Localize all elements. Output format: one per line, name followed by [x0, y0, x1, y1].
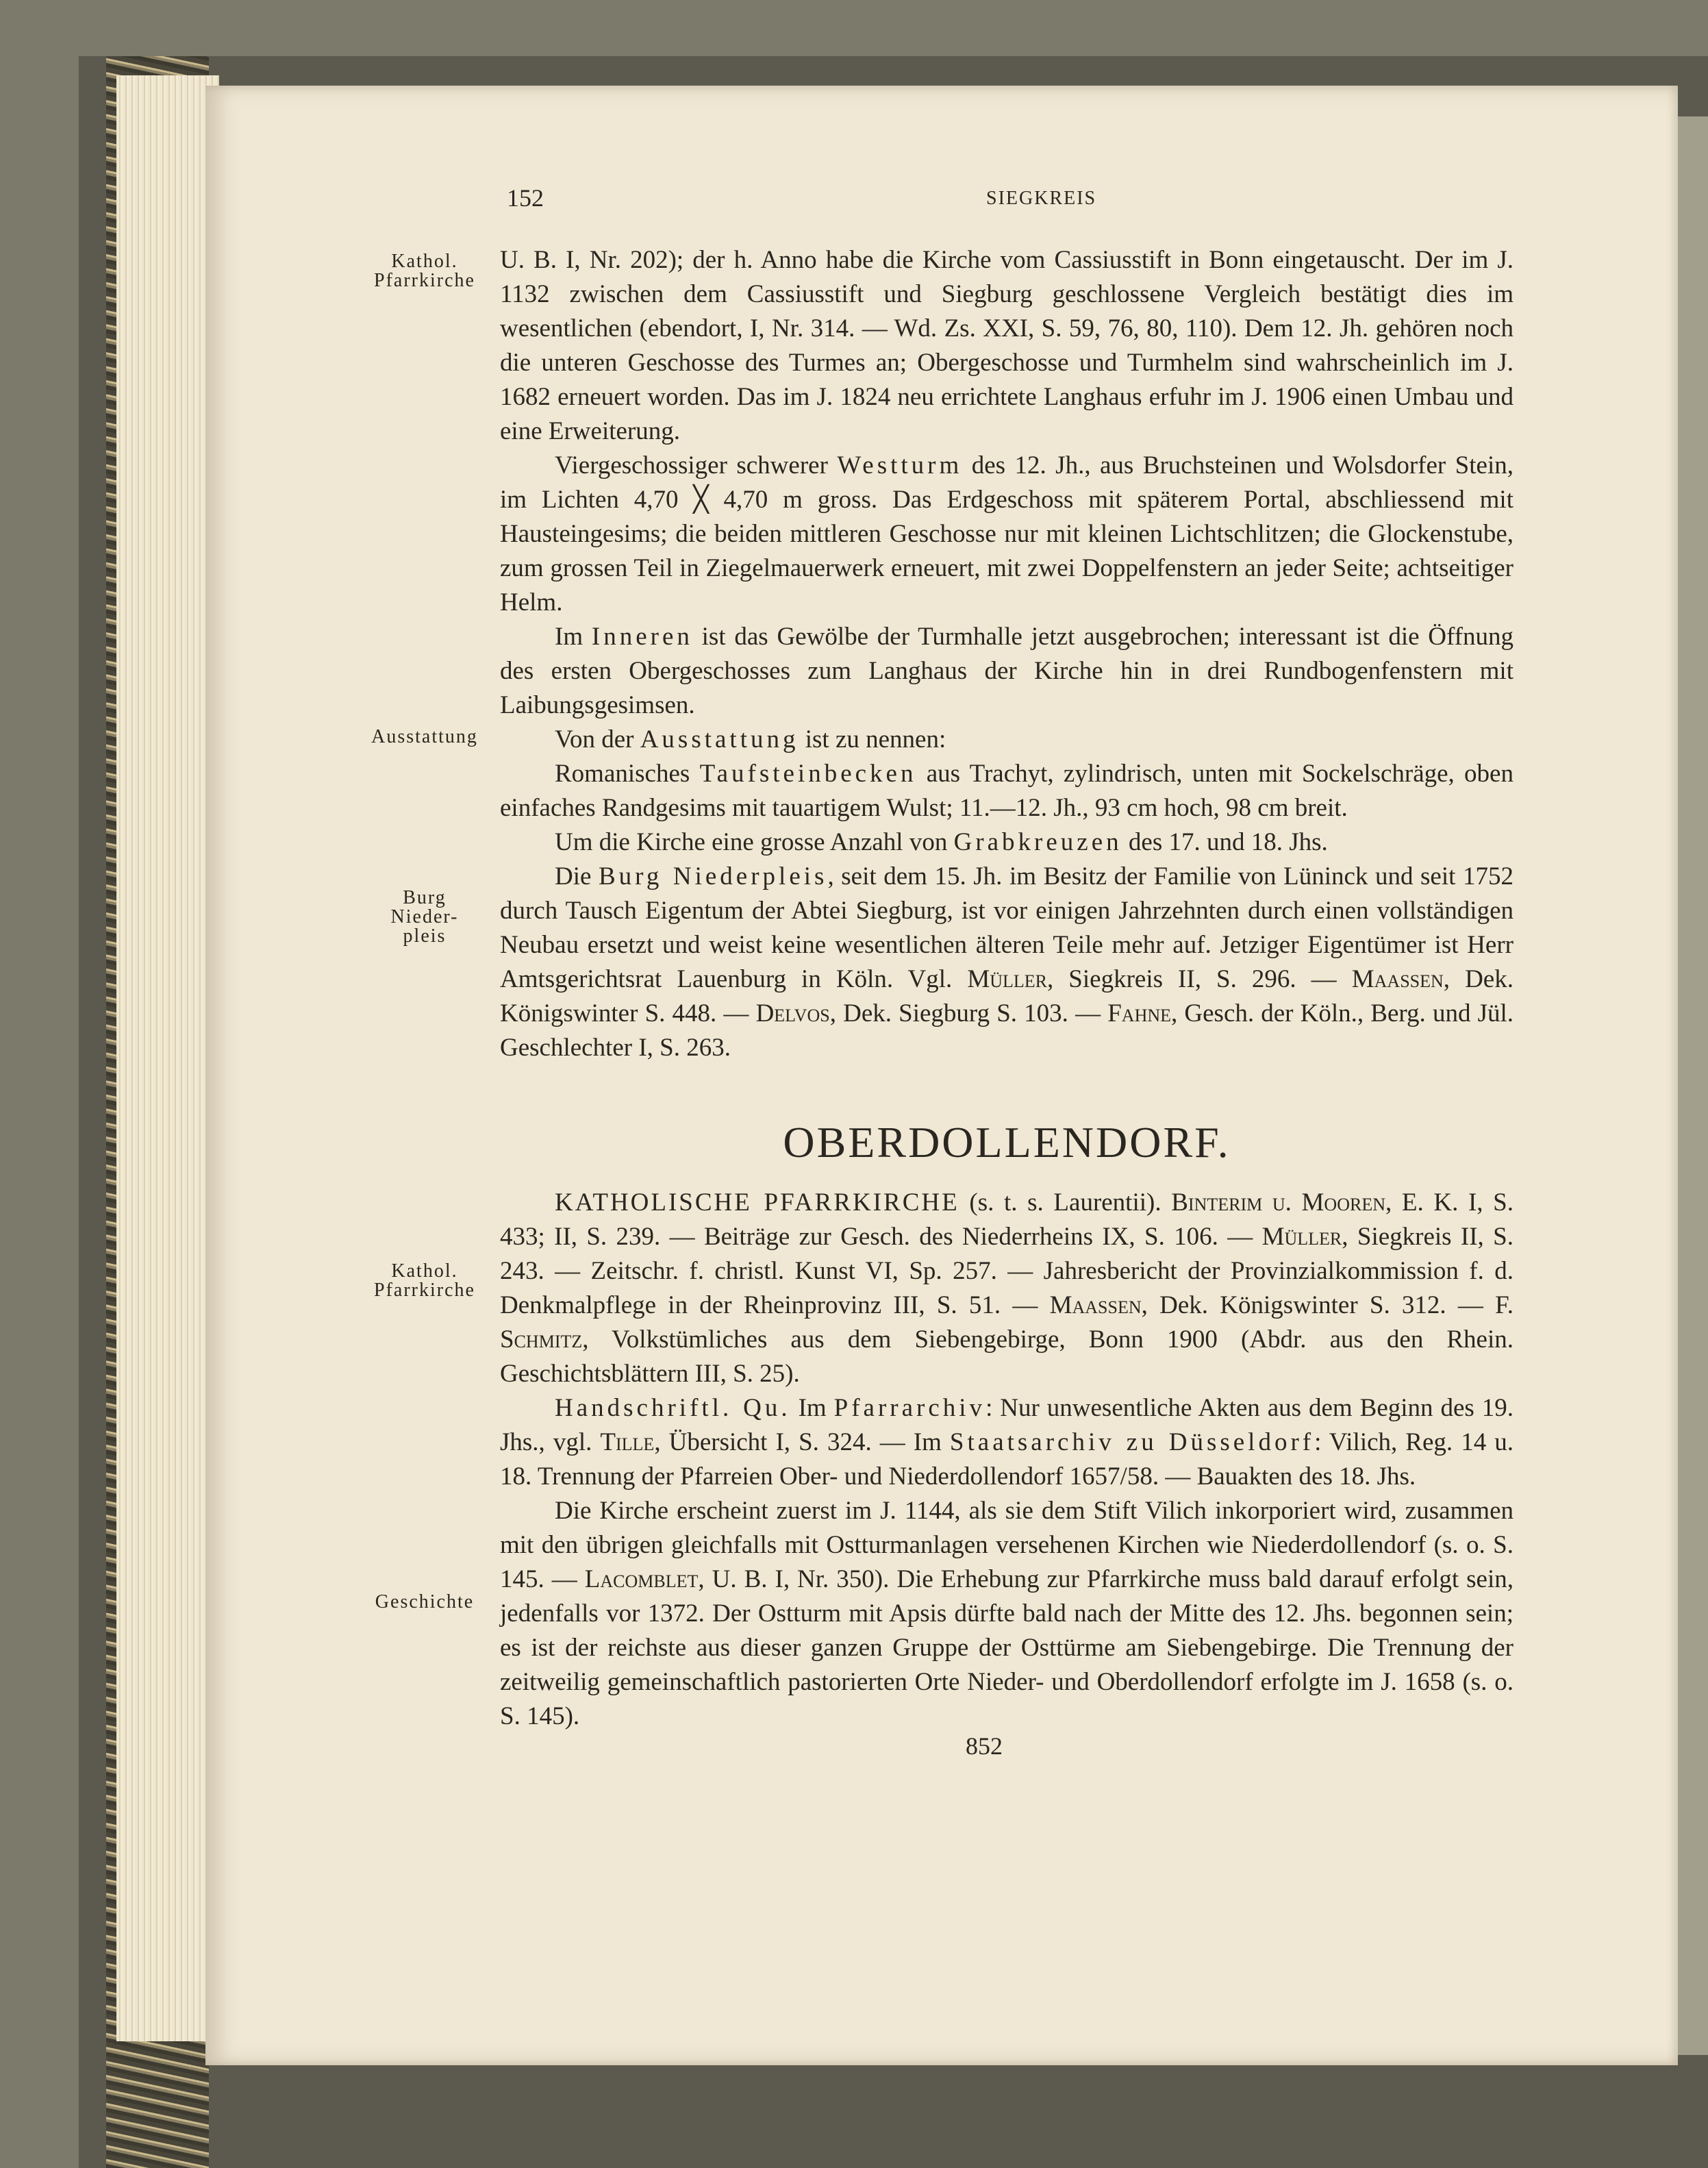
author-name: Maassen	[1049, 1291, 1142, 1319]
text-run: Viergeschossiger schwerer	[555, 451, 838, 479]
page-stack-edge	[116, 75, 219, 2041]
paragraph-burg-niederpleis	[500, 860, 1514, 1065]
paragraph-westturm	[500, 449, 1514, 620]
text-run: Um die Kirche eine grosse Anzahl von	[555, 828, 954, 856]
text-run: Von der	[555, 725, 640, 753]
page-body	[500, 243, 1514, 1734]
text-run: Die Kirche erscheint zuerst im J. 1144, als sie dem Stift Vilich inkorporiert wird, zusammen mit den übrigen gleichfalls mit Ostturmanlagen versehenen Kirchen wie Niederdollendorf (s. o. S. 145. —	[500, 1497, 1514, 1593]
margin-note-kathol-pfarrkirche-2: Kathol. Pfarrkirche	[374, 1260, 475, 1301]
term-pfarrarchiv: Pfarrarchiv	[833, 1394, 986, 1422]
term-grabkreuzen: Grabkreuzen	[953, 828, 1122, 856]
text-run: , Dek. Siegburg S. 103. —	[829, 999, 1108, 1027]
author-name: Delvos	[755, 999, 830, 1027]
right-board-edge	[1676, 116, 1708, 2055]
text-run: , Volkstümliches aus dem Siebengebirge, Bonn 1900 (Abdr. aus den Rhein. Geschichtsblättern III, S. 25).	[500, 1325, 1514, 1388]
paragraph-pfarrkirche-literature	[500, 1186, 1514, 1391]
text-run: , E. K. I, S. 433; II, S. 239. — Beiträge zur Gesch. des Niederrheins IX, S. 106. —	[500, 1188, 1514, 1251]
margin-note-ausstattung: Ausstattung	[371, 726, 478, 747]
term-ausstattung: Ausstattung	[640, 725, 799, 753]
text-run: , Siegkreis II, S. 243. — Zeitschr. f. christl. Kunst VI, Sp. 257. — Jahresbericht der Provinzialkommission f. d. Denkmalpflege in der Rheinprovinz III, S. 51. —	[500, 1223, 1514, 1319]
text-run: Die	[555, 862, 599, 890]
margin-note-kathol-pfarrkirche: Kathol. Pfarrkirche	[374, 251, 475, 291]
term-handschriftl-qu: Handschriftl. Qu.	[555, 1394, 791, 1422]
paragraph-handschriftliche-quellen	[500, 1391, 1514, 1494]
author-name: Tille	[600, 1428, 655, 1456]
paragraph-history-intro: U. B. I, Nr. 202); der h. Anno habe die Kirche vom Cassiusstift in Bonn eingetauscht. Der im J. 1132 zwischen dem Cassiusstift und Siegburg geschlossene Vergleich bestätigt dies im wesentlichen (ebendort, I, Nr. 314. — Wd. Zs. XXI, S. 59, 76, 80, 110). Dem 12. Jh. gehören noch die unteren Geschosse des Turmes an; Obergeschosse und Turmhelm sind wahrscheinlich im J. 1682 erneuert worden. Das im J. 1824 neu errichtete Langhaus erfuhr im J. 1906 einen Umbau und eine Erweiterung.	[500, 246, 1514, 445]
author-name: Müller	[967, 965, 1047, 993]
page-header	[507, 184, 1500, 218]
author-name: Maassen	[1351, 965, 1444, 993]
author-name: Müller	[1261, 1223, 1342, 1251]
paragraph-geschichte	[500, 1494, 1514, 1734]
author-name: Fahne	[1107, 999, 1172, 1027]
text-run: Romanisches	[555, 760, 700, 788]
text-run: , Übersicht I, S. 324. — Im	[654, 1428, 950, 1456]
term-taufsteinbecken: Taufsteinbecken	[699, 760, 917, 788]
paragraph-taufstein	[500, 757, 1514, 825]
text-run: des 17. und 18. Jhs.	[1122, 828, 1328, 856]
paragraph-inneren	[500, 620, 1514, 723]
page-number: 152	[507, 184, 544, 212]
section-heading: OBERDOLLENDORF.	[783, 1118, 1231, 1167]
text-run: , Dek. Königswinter S. 312. — F.	[1141, 1291, 1514, 1319]
text-run: Im	[790, 1394, 834, 1422]
text-run: aus Trachyt, zylindrisch, unten mit Sockelschräge, oben einfaches Randgesims mit tauartigem Wulst; 11.—12. Jh., 93 cm hoch, 98 cm breit.	[500, 760, 1514, 822]
author-name: Schmitz	[500, 1325, 583, 1354]
term-burg-niederpleis: Burg Niederpleis	[598, 862, 828, 890]
text-run: : Nur unwesentliche Akten aus dem Beginn des 19. Jhs., vgl.	[500, 1394, 1514, 1456]
text-run: : Vilich, Reg. 14 u. 18. Trennung der Pfarreien Ober- und Niederdollendorf 1657/58. — Bauakten des 18. Jhs.	[500, 1428, 1514, 1491]
signature-mark: 852	[966, 1732, 1003, 1760]
margin-note-burg-niederpleis: Burg Nieder-pleis	[390, 887, 459, 947]
text-run: , U. B. I, Nr. 350). Die Erhebung zur Pfarrkirche muss bald darauf erfolgt sein, jedenfalls vor 1372. Der Ostturm mit Apsis dürfte bald nach der Mitte des 12. Jhs. begonnen sein; es ist der reichste aus dieser ganzen Gruppe der Osttürme am Siebengebirge. Die Trennung der zeitweilig gemeinschaftlich pastorierten Orte Nieder- und Oberdollendorf erfolgte im J. 1658 (s. o. S. 145).	[500, 1565, 1514, 1730]
margin-note-geschichte: Geschichte	[375, 1591, 475, 1612]
paragraph-grabkreuze	[500, 825, 1514, 860]
text-run: , Siegkreis II, S. 296. —	[1046, 965, 1352, 993]
text-run: ist das Gewölbe der Turmhalle jetzt ausgebrochen; interessant ist die Öffnung des ersten Obergeschosses zum Langhaus der Kirche hin in drei Rundbogenfenstern mit Laibungsgesimsen.	[500, 623, 1514, 719]
text-run: des 12. Jh., aus Bruchsteinen und Wolsdorfer Stein, im Lichten 4,70 ╳ 4,70 m gross. Das Erdgeschoss mit späterem Portal, abschliessend mit Hausteingesims; die beiden mittleren Geschosse nur mit kleinen Lichtschlitzen; die Glockenstube, zum grossen Teil in Ziegelmauerwerk erneuert, mit zwei Doppelfenstern an jeder Seite; achtseitiger Helm.	[500, 451, 1514, 616]
text-run: (s. t. s. Laurentii).	[959, 1188, 1172, 1217]
text-run: Im	[555, 623, 592, 651]
term-staatsarchiv: Staatsarchiv zu Düsseldorf	[949, 1428, 1315, 1456]
text-run: , Dek. Königswinter S. 448. —	[500, 965, 1514, 1027]
text-run: ist zu nennen:	[799, 725, 946, 753]
text-run: , Gesch. der Köln., Berg. und Jül. Geschlechter I, S. 263.	[500, 999, 1514, 1062]
text-run: , seit dem 15. Jh. im Besitz der Familie von Lüninck und seit 1752 durch Tausch Eigentum der Abtei Siegburg, ist vor einigen Jahrzehnten durch einen vollständigen Neubau ersetzt und weist keine wesentlichen älteren Teile mehr auf. Jetziger Eigentümer ist Herr Amtsgerichtsrat Lauenburg in Köln. Vgl.	[500, 862, 1514, 993]
author-name: Lacomblet	[584, 1565, 699, 1593]
term-westturm: Westturm	[837, 451, 963, 479]
term-inneren: Inneren	[591, 623, 693, 651]
term-katholische-pfarrkirche: KATHOLISCHE PFARRKIRCHE	[555, 1188, 959, 1217]
running-head: SIEGKREIS	[986, 188, 1097, 209]
author-name: Binterim u. Mooren	[1171, 1188, 1385, 1217]
paragraph-ausstattung	[500, 723, 1514, 757]
